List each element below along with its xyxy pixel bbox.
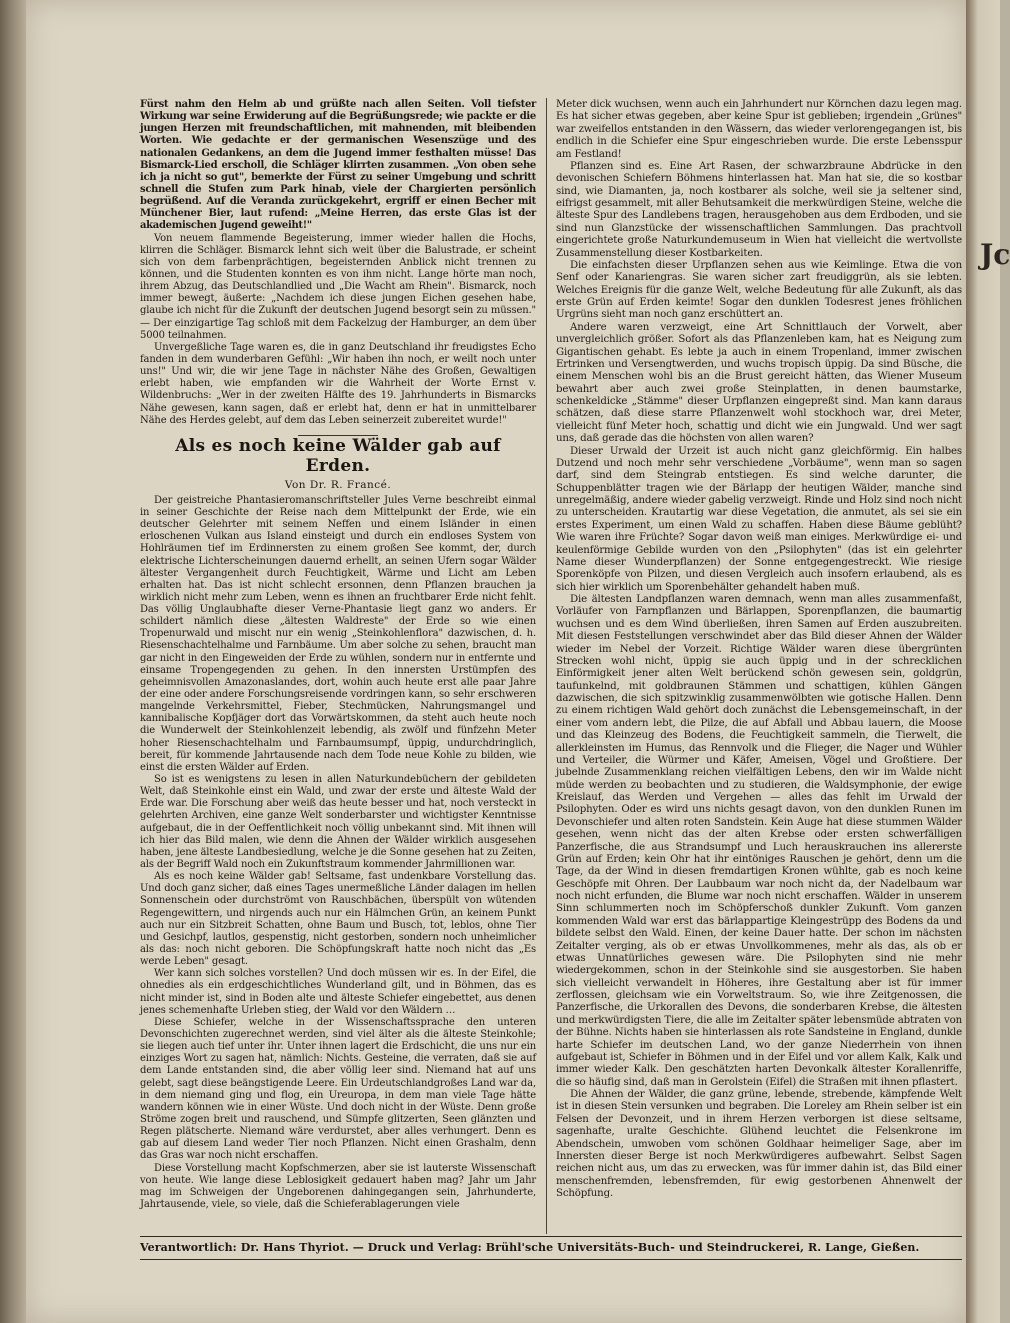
footer-rule-bottom	[140, 1259, 962, 1260]
paragraph: Als es noch keine Wälder gab! Seltsame, fast undenkbare Vorstellung das. Und doch ganz sicher, daß eines Tages unermeßliche Länder dalagen im hellen Sonnenschein oder durchströmt von Rauschbächen, überspült von wütenden Regengewittern, und nirgends auch nur ein Hälmchen Grün, an keinem Punkt auch nur ein Sitzbreit Schatten, ohne Baum und Busch, tot, leblos, ohne Tier und Gesichpf, lautlos, gespenstig, nicht gestorben, sondern noch unheimlicher als das: noch nicht geboren. Die Schöpfungskraft hatte noch nicht das „Es werde Leben" gesagt.	[140, 871, 536, 968]
paragraph: Pflanzen sind es. Eine Art Rasen, der schwarzbraune Abdrücke in den devonischen Schiefern Böhmens hinterlassen hat. Man hat sie, die so kostbar sind, wie Diamanten, ja, noch kostbarer als solche, weil sie ja seltener sind, eifrigst gesammelt, mit aller Behutsamkeit die merkwürdigen Steine, welche die älteste Spur des Landlebens tragen, herausgehoben aus dem Erdboden, und sie sind nun Glanzstücke der wissenschaftlichen Sammlungen. Das prachtvoll eingerichtete große Naturkundemuseum in Wien hat vielleicht die wertvollste Zusammenstellung dieser Kostbarkeiten.	[556, 160, 962, 259]
paragraph: Die einfachsten dieser Urpflanzen sehen aus wie Keimlinge. Etwa die von Senf oder Kanariengras. Sie waren sicher zart freudiggrün, als sie lebten. Welches Ereignis für die ganze Welt, welche Bedeutung für alle Zukunft, als das erste Grün auf Erden keimte! Sogar den dunklen Todesrest jenes fröhlichen Urgrüns sieht man noch ganz erschüttert an.	[556, 259, 962, 321]
article-title: Als es noch keine Wälder gab auf Erden.	[175, 435, 501, 476]
paragraph: Diese Schiefer, welche in der Wissenschaftssprache den unteren Devonschichten zugerechnet werden, sind viel älter als die älteste Steinkohle; sie liegen auch tief unter ihr. Unter ihnen lagert die Erdschicht, die uns nur ein einziges Wort zu sagen hat, nämlich: Nichts. Gesteine, die verraten, daß sie auf dem Lande entstanden sind, die aber völlig leer sind. Niemand hat auf uns gelebt, sagt diese beängstigende Leere. Ein Urdeutschlandgroßes Land war da, in dem niemand ging und flog, ein Ureuropa, in dem man viele Tage hätte wandern können wie in einer Wüste. Und doch nicht in der Wüste. Denn große Ströme zogen breit und rauschend, und Sümpfe glitzerten, Seen glänzten und Regen plätscherte. Niemand wäre verdurstet, aber alles verhungert. Denn es gab auf diesem Land weder Tier noch Pflanzen. Nicht einen Grashalm, denn das Gras war noch nicht erschaffen.	[140, 1016, 536, 1162]
adjacent-page-text-fragment: Jc	[980, 238, 1010, 271]
article-header	[140, 435, 536, 491]
continued-paragraph: Meter dick wuchsen, wenn auch ein Jahrhundert nur Körnchen dazu legen mag. Es hat sicher etwas gegeben, aber keine Spur ist geblieben; irgendein „Grünes" war zweifellos entstanden in den Wässern, das wieder verlorengegangen ist, bis endlich in die Schiefer eine Spur eingeschrieben wurde. Die erste Lebensspur am Festland!	[556, 99, 962, 160]
continued-paragraph: Fürst nahm den Helm ab und grüßte nach allen Seiten. Voll tiefster Wirkung war seine Erwiderung auf die Begrüßungsrede; wie packte er die jungen Herzen mit freundschaftlichen, mit mahnenden, mit bleibenden Worten. Wie gedachte er der germanischen Wesenszüge und des nationalen Gedankens, an dem die Jugend immer festhalten müsse! Das Bismarck-Lied erscholl, die Schläger klirrten zusammen. „Von oben sehe ich ja nicht so gut", bemerkte der Fürst zu seiner Umgebung und schritt schnell die Stufen zum Park hinab, viele der Chargierten persönlich begrüßend. Auf die Veranda zurückgekehrt, ergriff er einen Becher mit Münchener Bier, laut rufend: „Meine Herren, das erste Glas ist der akademischen Jugend geweiht!"	[140, 99, 536, 232]
paragraph: Dieser Urwald der Urzeit ist auch nicht ganz gleichförmig. Ein halbes Dutzend und noch mehr sehr verschiedene „Vorbäume", wenn man so sagen darf, sind dem Steingrab entstiegen. Es sind welche darunter, die Schuppenblätter tragen wie der Bärlapp der heutigen Wälder, manche sind unregelmäßig, andere wieder gabelig verzweigt. Rinde und Holz sind noch nicht zu unterscheiden. Krautartig war diese Vegetation, die anmutet, als sei sie ein erstes Experiment, um einen Wald zu schaffen. Haben diese Bäume geblüht? Wie waren ihre Früchte? Sogar davon weiß man einiges. Merkwürdige ei- und keulenförmige Gebilde wurden von den „Psilophyten" (das ist ein gelehrter Name dieser Wunderpflanzen) der Sonne entgegengestreckt. Wie riesige Sporenköpfe von Pilzen, und diesen Vergleich auch insofern erlaubend, als es sich hier wirklich um Sporenbehälter gehandelt haben muß.	[556, 445, 962, 593]
paragraph: Unvergeßliche Tage waren es, die in ganz Deutschland ihr freudigstes Echo fanden in dem wunderbaren Gefühl: „Wir haben ihn noch, er weilt noch unter uns!" Und wir, die wir jene Tage in nächster Nähe des Großen, Gewaltigen erlebt haben, wie empfanden wir die Wahrheit der Worte Ernst v. Wildenbruchs: „Wer in der zweiten Hälfte des 19. Jahrhunderts in Bismarcks Nähe gewesen, kann sagen, daß er erlebt hat, denn er hat in unmittelbarer Nähe des Herdes gelebt, auf dem das Leben seinerzeit zubereitet wurde!"	[140, 341, 536, 426]
book-binding-gutter	[0, 0, 26, 1323]
paragraph: Die Ahnen der Wälder, die ganz grüne, lebende, strebende, kämpfende Welt ist in diesen Stein versunken und begraben. Die Loreley am Rhein selber ist ein Felsen der Devonzeit, und in ihrem Herzen verborgen ist diese seltsame, sagenhafte, uralte Geschichte. Glühend leuchtet die Felsenkrone im Abendschein, umwoben vom schönen Goldhaar heimeliger Sage, aber im Innersten dieser Berge ist noch Merkwürdigeres aufbewahrt. Selbst Sagen reichen nicht aus, um das zu erwecken, was für immer dahin ist, das Bild einer menschenfremden, lebensfremden, für ewig gestorbenen Ahnenwelt der Schöpfung.	[556, 1089, 962, 1199]
article-author: Von Dr. R. Francé.	[284, 478, 392, 491]
paragraph: Diese Vorstellung macht Kopfschmerzen, aber sie ist lauterste Wissenschaft von heute. Wie lange diese Leblosigkeit gedauert haben mag? Jahr um Jahr mag im Schweigen der Ungeborenen dahingegangen sein, Jahrhunderte, Jahrtausende, viele, so viele, daß die Schieferablagerungen viele	[140, 1162, 536, 1210]
adjacent-page-edge	[966, 0, 1010, 1323]
column-divider	[546, 98, 547, 1234]
footer-rule-top	[140, 1236, 962, 1237]
left-column	[140, 99, 536, 1211]
paragraph: Der geistreiche Phantasieromanschriftsteller Jules Verne beschreibt einmal in seiner Geschichte der Reise nach dem Mittelpunkt der Erde, wie ein deutscher Gelehrter mit seinem Neffen und einem Isländer in einen erloschenen Vulkan aus Island einsteigt und durch ein endloses System von Hohlräumen tief im Erdinnersten zu einem großen See kommt, der, durch elektrische Lichterscheinungen dauernd erhellt, an seinen Ufern sogar Wälder ältester Vergangenheit durch Feuchtigkeit, Wärme und Licht am Leben erhalten hat. Das ist nicht schlecht ersonnen, denn Pflanzen brauchen ja wirklich nicht mehr zum Leben, wenn es ihnen an fruchtbarer Erde nicht fehlt. Das völlig Unglaubhafte dieser Verne-Phantasie liegt ganz wo anders. Er schildert nämlich diese „ältesten Waldreste" der Erde so wie einen Tropenurwald und mischt nur ein wenig „Steinkohlenflora" dazwischen, d. h. Riesenschachtelhalme und Farnbäume. Um aber solche zu sehen, braucht man gar nicht in den Eingeweiden der Erde zu wühlen, sondern nur in entfernte und einsame Tropengegenden zu gehen. In den innersten Urstümpfen des geheimnisvollen Amazonaslandes, dort, wohin auch heute erst alle paar Jahre der eine oder andere Forschungsreisende vordringen kann, so sehr erschweren mangelnde Verkehrsmittel, Fieber, Stechmücken, Nahrungsmangel und kannibalische Kopfjäger dort das Vorwärtskommen, da steht auch heute noch die Wunderwelt der Steinkohlenzeit lebendig, als zwölf und fünfzehn Meter hoher Riesenschachtelhalm und Farnbaumsumpf, üppig, undurchdringlich, bereit, für kommende Jahrtausende nach dem Tode neue Kohle zu bilden, wie einst die ersten Wälder auf Erden.	[140, 494, 536, 773]
paragraph: Die ältesten Landpflanzen waren demnach, wenn man alles zusammenfaßt, Vorläufer von Farnpflanzen und Bärlappen, Sporenpflanzen, die baumartig wuchsen und es dem Wind überließen, ihren Samen auf Erden auszubreiten. Mit diesen Feststellungen verschwindet aber das Bild dieser Ahnen der Wälder wieder im Nebel der Vorzeit. Richtige Wälder waren diese übergrünten Strecken wohl nicht, üppig sie auch üppig und in der schrecklichen Einförmigkeit jener alten Welt berückend schön gewesen sein, goldgrün, taufunkelnd, mit goldbraunen Stämmen und schattigen, kühlen Gängen dazwischen, die sich spitzwinklig zusammenwölbten wie gotische Hallen. Denn zu einem richtigen Wald gehört doch zunächst die Lebensgemeinschaft, in der einer vom andern lebt, die Pilze, die auf Abfall und Abbau lauern, die Moose und das Kleinzeug des Bodens, die Feuchtigkeit sammeln, die Tierwelt, die allerkleinsten im Humus, das Rennvolk und die Flieger, die Nager und Wühler und Verteiler, die Würmer und Käfer, Ameisen, Vögel und Großtiere. Der jubelnde Zusammenklang reichen vielfältigen Lebens, den wir im Walde nicht müde werden zu beobachten und zu studieren, die Waldsymphonie, der ewige Kreislauf, das Werden und Vergehen — alles das fehlt im Urwald der Psilophyten. Oder es wird uns nichts gesagt davon, von den dunklen Runen im Devonschiefer und alten roten Sandstein. Kein Auge hat diese stummen Wälder gesehen, wenn nicht das der alten Krebse oder ersten schwerfälligen Panzerfische, die aus Strandsumpf und Luch herauskrauchen ins allererste Grün auf Erden; kein Ohr hat ihr eintöniges Rauschen je gehört, denn um die Tage, da der Wind in diesen fremdartigen Kronen wühlte, gab es noch keine Geschöpfe mit Ohren. Der Laubbaum war noch nicht da, der Nadelbaum war noch nicht erfunden, die Blume war noch nicht erschaffen. Wälder in unserem Sinn schlummerten noch im Schöpferschoß dunkler Zukunft. Vom ganzen kommenden Wald war erst das bärlappartige Kleingestrüpp des Bodens da und bildete selbst den Wald. Einen, der keine Dauer hatte. Der schon im nächsten Zeitalter verging, als ob er etwas Unvollkommenes, mehr als das, als ob er etwas Unnatürliches gewesen wäre. Die Psilophyten sind nie mehr wiedergekommen, schon in der Steinkohle sind sie ausgestorben. Sie haben sich vielleicht verwandelt in Höheres, ihre Gestaltung aber ist für immer zerflossen, gleichsam wie ein Vorweltstraum. So, wie ihre Zeitgenossen, die Panzerfische, die Urkorallen des Devons, die sonderbaren Krebse, die ältesten und merkwürdigsten Tiere, die alle im Zeitalter später lebensmüde abtraten von der Bühne. Nichts haben sie hinterlassen als rote Sandsteine in England, dunkle harte Schiefer im deutschen Land, wo der ganze Niederrhein von ihnen aufgebaut ist, Schiefer in Böhmen und in der Eifel und vor allem Kalk, Kalk und immer wieder Kalk. Den geschätzten harten Devonkalk ältester Korallenriffe, die so häufig sind, daß man in Gerolstein (Eifel) die Straßen mit ihnen pflastert.	[556, 594, 962, 1088]
paragraph: Andere waren verzweigt, eine Art Schnittlauch der Vorwelt, aber unvergleichlich größer. Sofort als das Pflanzenleben kam, hat es Neigung zum Gigantischen gehabt. Es lebte ja auch in einem Tropenland, immer zwischen Ertrinken und Versengtwerden, und wuchs tropisch üppig. Da sind Büsche, die einem Menschen wohl bis an die Brust gereicht hätten, das Wiener Museum bewahrt aber auch zwei große Steinplatten, in denen baumstarke, schenkeldicke „Stämme" dieser Urpflanzen eingepreßt sind. Man kann daraus schätzen, daß diese starre Pflanzenwelt wohl stockhoch war, drei Meter, vielleicht fünf Meter hoch, schattig und dicht wie ein Jungwald. Und wer sagt uns, daß gerade das die höchsten von allen waren?	[556, 321, 962, 445]
paragraph: Wer kann sich solches vorstellen? Und doch müssen wir es. In der Eifel, die ohnedies als ein erdgeschichtliches Wunderland gilt, und in Böhmen, das es nicht minder ist, sind in Boden alte und älteste Schiefer eingebettet, aus denen jenes schemenhafte Urleben stieg, der Wald vor den Wäldern …	[140, 968, 536, 1016]
paragraph: Von neuem flammende Begeisterung, immer wieder hallen die Hochs, klirren die Schläger. Bismarck lehnt sich weit über die Balustrade, er scheint sich von dem farbenprächtigen, begeisternden Anblick nicht trennen zu können, und die Studenten konnten es von ihm nicht. Lange hörte man noch, ihrem Abzug, das Deutschlandlied und „Die Wacht am Rhein". Bismarck, noch immer bewegt, äußerte: „Nachdem ich diese jungen Eichen gesehen habe, glaube ich nicht für die Zukunft der deutschen Jugend besorgt sein zu müssen." — Der einzigartige Tag schloß mit dem Fackelzug der Hamburger, an dem über 5000 teilnahmen.	[140, 232, 536, 341]
right-column	[556, 99, 962, 1200]
paragraph: So ist es wenigstens zu lesen in allen Naturkundebüchern der gebildeten Welt, daß Steinkohle einst ein Wald, und zwar der erste und älteste Wald der Erde war. Die Forschung aber weiß das heute besser und hat, noch versteckt in gelehrten Archiven, eine ganze Welt sonderbarster und wichtigster Kenntnisse aufgebaut, die in der Oeffentlichkeit noch völlig unbekannt sind. Mit ihnen will ich hier das Bild malen, wie denn die Ahnen der Wälder wirklich ausgesehen haben, jene älteste Landbesiedlung, welche je die Sonne gesehen hat zu Zeiten, als der Begriff Wald noch ein Zukunftstraum kommender Jahrmillionen war.	[140, 774, 536, 871]
publisher-imprint: Verantwortlich: Dr. Hans Thyriot. — Druck und Verlag: Brühl'sche Universitäts-Buch- und Steindruckerei, R. Lange, Gießen.	[140, 1241, 920, 1254]
